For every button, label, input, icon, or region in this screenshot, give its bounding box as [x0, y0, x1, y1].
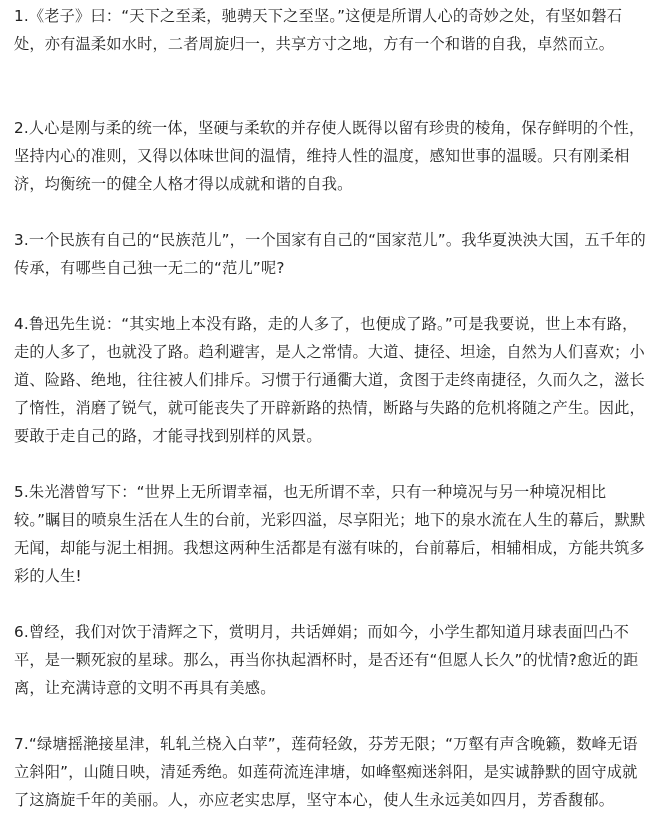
paragraph-2: 2.人心是刚与柔的统一体，坚硬与柔软的并存使人既得以留有珍贵的棱角，保存鲜明的个性，坚持内心的准则，又得以体味世间的温情，维持人性的温度，感知世事的温暖。只有刚柔相济，均衡统一的健全人格才得以成就和谐的自我。	[14, 119, 645, 193]
paragraph-6: 6.曾经，我们对饮于清辉之下，赏明月，共话婵娟；而如今，小学生都知道月球表面凹凸不平，是一颗死寂的星球。那么，再当你执起酒杯时，是否还有“但愿人长久”的忧情?愈近的距离，让充满诗意的文明不再具有美感。	[14, 623, 639, 697]
paragraph-3: 3.一个民族有自己的“民族范儿”，一个国家有自己的“国家范儿”。我华夏泱泱大国，五千年的传承，有哪些自己独一无二的“范儿”呢?	[14, 231, 646, 277]
paragraph-1: 1.《老子》曰：“天下之至柔，驰骋天下之至坚。”这便是所谓人心的奇妙之处，有坚如磐石处，亦有温柔如水时，二者周旋归一，共享方寸之地，方有一个和谐的自我，卓然而立。	[14, 7, 623, 53]
paragraph-4: 4.鲁迅先生说：“其实地上本没有路，走的人多了，也便成了路。”可是我要说，世上本有路，走的人多了，也就没了路。趋利避害，是人之常情。大道、捷径、坦途，自然为人们喜欢；小道、险路、绝地，往往被人们排斥。习惯于行通衢大道，贪图于走终南捷径，久而久之，滋长了惰性，消磨了锐气，就可能丧失了开辟新路的热情，断路与失路的危机将随之产生。因此，要敢于走自己的路，才能寻找到别样的风景。	[14, 315, 645, 445]
paragraph-7: 7.“绿塘摇滟接星津，轧轧兰桡入白苹”，莲荷轻敛，芬芳无限；“万壑有声含晚籁，数峰无语立斜阳”，山随日映，清延秀绝。如莲荷流连津塘，如峰壑痴迷斜阳，是实诚静默的固守成就了这旖旋千年的美丽。人，亦应老实忠厚，坚守本心，使人生永远美如四月，芳香馥郁。	[14, 735, 638, 809]
paragraph-5: 5.朱光潜曾写下：“世界上无所谓幸福，也无所谓不幸，只有一种境况与另一种境况相比较。”瞩目的喷泉生活在人生的台前，光彩四溢，尽享阳光；地下的泉水流在人生的幕后，默默无闻，却能与泥土相拥。我想这两种生活都是有滋有味的，台前幕后，相辅相成，方能共筑多彩的人生!	[14, 483, 646, 585]
